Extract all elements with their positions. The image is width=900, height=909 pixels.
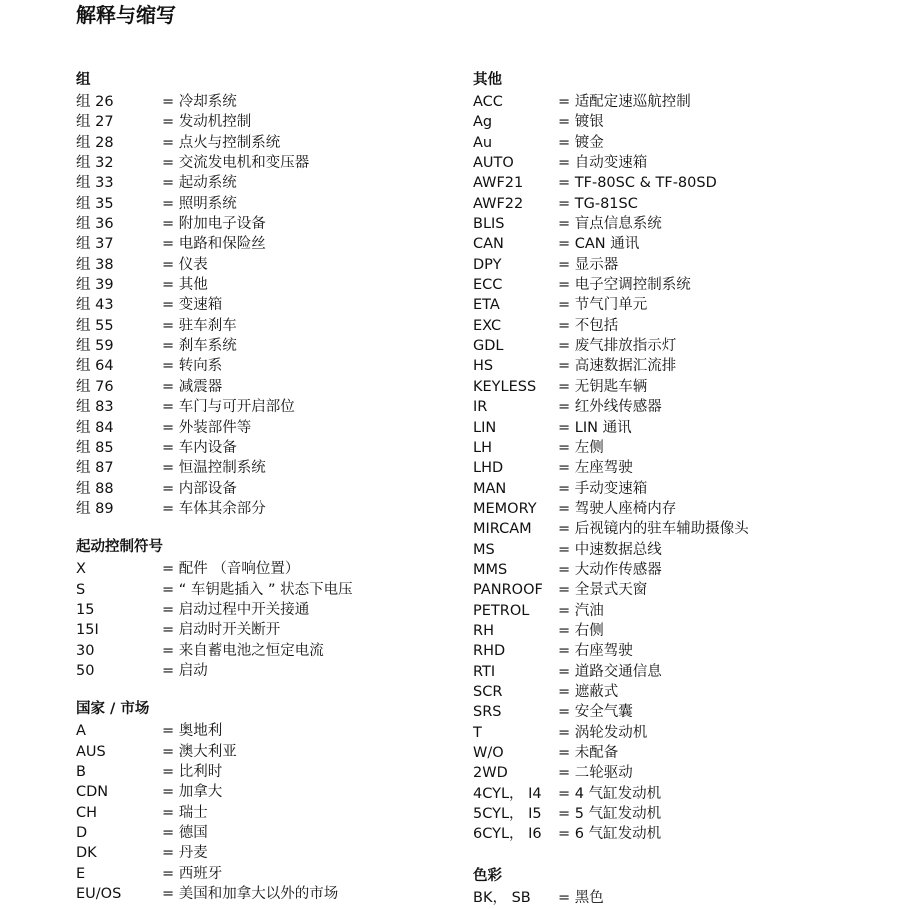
list-item: [76, 661, 496, 681]
list-item: [473, 92, 893, 112]
list-item: [473, 784, 893, 804]
definition: = 德国: [162, 825, 208, 841]
list-item: [473, 234, 893, 254]
abbr: 组 35: [76, 195, 114, 212]
abbr: SCR: [473, 683, 503, 700]
list-item: [473, 255, 893, 275]
abbr: AWF22: [473, 195, 524, 212]
abbr: 组 76: [76, 378, 114, 395]
list-item: [76, 864, 496, 884]
list-item: [76, 356, 496, 376]
list-item: [76, 194, 496, 214]
abbr: HS: [473, 358, 494, 375]
abbr: MMS: [473, 561, 508, 578]
list-item: [473, 377, 893, 397]
definition: = 未配备: [558, 745, 619, 761]
abbr: 组 59: [76, 338, 114, 355]
list-item: [473, 641, 893, 661]
list-item: [473, 560, 893, 580]
abbr: AWF21: [473, 175, 524, 192]
definition: = 点火与控制系统: [162, 134, 281, 151]
abbr: LIN: [473, 419, 497, 436]
list-item: [473, 662, 893, 682]
abbr: 组 88: [76, 480, 114, 497]
abbr: 15: [76, 601, 95, 618]
abbr: 组 89: [76, 500, 114, 517]
definition: = 无钥匙车辆: [558, 378, 648, 395]
abbr: 组 37: [76, 236, 114, 253]
abbr: 组 39: [76, 277, 114, 294]
section-heading: 起动控制符号: [76, 539, 163, 556]
definition: = 黑色: [558, 889, 604, 906]
definition: = “ 车钥匙插入 ” 状态下电压: [162, 581, 353, 598]
abbr: AUTO: [473, 155, 514, 172]
definition: = LIN 通讯: [558, 419, 632, 436]
list-item: [473, 519, 893, 539]
definition: = 澳大利亚: [162, 743, 237, 760]
abbr: 组 33: [76, 175, 114, 192]
definition: = 其他: [162, 277, 208, 294]
abbr: 5CYL， I5: [473, 806, 542, 823]
list-item: [473, 682, 893, 702]
definition: = 冷却系统: [162, 94, 237, 110]
list-item: [473, 397, 893, 417]
definition: = 丹麦: [162, 845, 208, 862]
right-column: [473, 70, 893, 908]
definition: = CAN 通讯: [558, 236, 640, 253]
abbr: MAN: [473, 480, 507, 497]
list-item: [76, 458, 496, 478]
abbr: KEYLESS: [473, 378, 537, 395]
list-item: [76, 884, 496, 904]
abbr: W/O: [473, 745, 504, 761]
list-item: [76, 559, 496, 579]
definition: = 镀银: [558, 114, 604, 131]
abbr: BLIS: [473, 216, 505, 233]
abbr: GDL: [473, 338, 504, 355]
list-item: [473, 316, 893, 336]
abbr: CH: [76, 804, 98, 821]
list-item: [76, 377, 496, 397]
list-item: [76, 823, 496, 843]
abbr: ECC: [473, 277, 503, 294]
definition: = 安全气囊: [558, 704, 633, 721]
definition: = 电子空调控制系统: [558, 277, 691, 294]
list-item: [76, 255, 496, 275]
list-item: [473, 804, 893, 824]
abbr: CAN: [473, 236, 504, 253]
abbr: 组 36: [76, 216, 114, 233]
definition: = 5 气缸发动机: [558, 806, 662, 823]
abbr: RH: [473, 622, 494, 639]
list-item: [473, 458, 893, 478]
section-heading: 色彩: [473, 867, 502, 884]
list-item: [76, 782, 496, 802]
abbr: B: [76, 763, 86, 780]
definition: = 右座驾驶: [558, 643, 633, 660]
abbr: E: [76, 865, 86, 882]
spacer: [76, 519, 496, 537]
list-item: [76, 112, 496, 132]
abbr: MEMORY: [473, 500, 537, 517]
definition: = 大动作传感器: [558, 561, 662, 578]
definition: = 恒温控制系统: [162, 460, 266, 477]
abbr: DK: [76, 845, 97, 862]
section-ignition-symbols: [76, 537, 496, 681]
definition: = 后视镜内的驻车辅助摄像头: [558, 521, 749, 538]
abbr: MIRCAM: [473, 521, 532, 538]
list-item: [473, 763, 893, 783]
list-item: [76, 641, 496, 661]
list-item: [76, 762, 496, 782]
abbr: MS: [473, 541, 495, 558]
list-item: [473, 438, 893, 458]
definition: = 内部设备: [162, 480, 237, 497]
definition: = 适配定速巡航控制: [558, 94, 691, 110]
section-heading: 其他: [473, 72, 502, 88]
definition: = 来自蓄电池之恒定电流: [162, 642, 324, 659]
definition: = 驻车刹车: [162, 317, 237, 334]
list-item: [473, 112, 893, 132]
section-groups: [76, 70, 496, 519]
list-item: [76, 600, 496, 620]
definition: = 自动变速箱: [558, 155, 648, 172]
abbr: PETROL: [473, 602, 530, 619]
definition: = 瑞士: [162, 804, 208, 821]
section-countries: [76, 699, 496, 904]
section-colors: [473, 866, 893, 908]
list-item: [76, 721, 496, 741]
list-item: [473, 824, 893, 844]
list-item: [473, 153, 893, 173]
list-item: [473, 194, 893, 214]
list-item: [473, 621, 893, 641]
abbr: 组 32: [76, 155, 114, 172]
definition: = 汽油: [558, 602, 604, 619]
definition: = 不包括: [558, 317, 619, 334]
definition: = 启动过程中开关接通: [162, 601, 310, 618]
section-other: [473, 70, 893, 845]
list-item: [76, 214, 496, 234]
definition: = 启动: [162, 662, 208, 679]
left-column: [76, 70, 496, 904]
definition: = 外装部件等: [162, 419, 252, 436]
abbr: LH: [473, 439, 492, 456]
abbr: 组 85: [76, 439, 114, 456]
section-heading: 国家 / 市场: [76, 701, 150, 718]
definition: = 4 气缸发动机: [558, 785, 662, 802]
abbr: RHD: [473, 643, 506, 660]
page-title: 解释与缩写: [76, 3, 176, 27]
list-item: [473, 479, 893, 499]
definition: = 手动变速箱: [558, 480, 648, 497]
definition: = 比利时: [162, 763, 223, 780]
list-item: [76, 316, 496, 336]
spacer: [473, 845, 893, 866]
definition: = 节气门单元: [558, 297, 648, 314]
definition: = 盲点信息系统: [558, 216, 662, 233]
definition: = 变速箱: [162, 297, 223, 314]
abbr: Ag: [473, 114, 493, 131]
list-item: [76, 275, 496, 295]
list-item: [473, 356, 893, 376]
list-item: [473, 499, 893, 519]
definition: = 6 气缸发动机: [558, 826, 662, 843]
list-item: [473, 580, 893, 600]
definition: = 左侧: [558, 439, 604, 456]
abbr: RTI: [473, 663, 496, 680]
abbr: D: [76, 825, 88, 841]
list-item: [473, 418, 893, 438]
list-item: [76, 153, 496, 173]
abbr: 4CYL， I4: [473, 785, 542, 802]
definition: = 二轮驱动: [558, 765, 633, 782]
list-item: [76, 499, 496, 519]
abbr: 组 55: [76, 317, 114, 334]
list-item: [76, 234, 496, 254]
spacer: [76, 681, 496, 699]
definition: = 附加电子设备: [162, 216, 266, 233]
list-item: [76, 843, 496, 863]
definition: = 高速数据汇流排: [558, 358, 677, 375]
definition: = 红外线传感器: [558, 399, 662, 416]
definition: = 车体其余部分: [162, 500, 266, 517]
definition: = 车内设备: [162, 439, 237, 456]
definition: = 美国和加拿大以外的市场: [162, 886, 339, 903]
definition: = 加拿大: [162, 784, 223, 801]
definition: = 涡轮发动机: [558, 724, 648, 741]
list-item: [473, 336, 893, 356]
list-item: [473, 173, 893, 193]
definition: = 中速数据总线: [558, 541, 662, 558]
abbr: S: [76, 581, 86, 598]
list-item: [473, 743, 893, 763]
list-item: [473, 275, 893, 295]
abbr: 15I: [76, 622, 99, 639]
list-item: [76, 336, 496, 356]
abbr: 6CYL， I6: [473, 826, 542, 843]
abbr: A: [76, 723, 86, 740]
abbr: CDN: [76, 784, 109, 801]
abbr: 组 26: [76, 94, 114, 110]
definition: = 车门与可开启部位: [162, 399, 295, 416]
abbr: 组 84: [76, 419, 114, 436]
definition: = 废气排放指示灯: [558, 338, 677, 355]
abbr: 组 27: [76, 114, 114, 131]
abbr: T: [473, 724, 482, 741]
definition: = 转向系: [162, 358, 223, 375]
definition: = 电路和保险丝: [162, 236, 266, 253]
definition: = 右侧: [558, 622, 604, 639]
abbr: 组 64: [76, 358, 114, 375]
list-item: [76, 479, 496, 499]
list-item: [76, 92, 496, 112]
list-item: [473, 540, 893, 560]
list-item: [76, 173, 496, 193]
definition: = 启动时开关断开: [162, 622, 281, 639]
abbr: 50: [76, 662, 95, 679]
definition: = TG-81SC: [558, 195, 638, 212]
abbr: 组 38: [76, 256, 114, 273]
definition: = 全景式天窗: [558, 582, 648, 599]
list-item: [76, 580, 496, 600]
definition: = 驾驶人座椅内存: [558, 500, 677, 517]
abbr: ACC: [473, 94, 503, 110]
list-item: [76, 397, 496, 417]
list-item: [76, 133, 496, 153]
abbr: 2WD: [473, 765, 508, 782]
abbr: EU/OS: [76, 886, 122, 903]
abbr: 组 83: [76, 399, 114, 416]
list-item: [473, 133, 893, 153]
definition: = 显示器: [558, 256, 619, 273]
abbr: 组 87: [76, 460, 114, 477]
list-item: [76, 620, 496, 640]
abbr: SRS: [473, 704, 502, 721]
list-item: [473, 214, 893, 234]
abbr: LHD: [473, 460, 504, 477]
definition: = 西班牙: [162, 865, 223, 882]
definition: = 左座驾驶: [558, 460, 633, 477]
definition: = 道路交通信息: [558, 663, 662, 680]
abbr: 30: [76, 642, 95, 659]
abbr: DPY: [473, 256, 502, 273]
definition: = 仪表: [162, 256, 208, 273]
definition: = TF-80SC & TF-80SD: [558, 175, 717, 192]
abbr: Au: [473, 134, 493, 151]
abbr: EXC: [473, 317, 502, 334]
list-item: [473, 702, 893, 722]
abbr: ETA: [473, 297, 500, 314]
list-item: [473, 295, 893, 315]
definition: = 交流发电机和变压器: [162, 155, 310, 172]
list-item: [76, 742, 496, 762]
abbr: X: [76, 561, 86, 578]
definition: = 照明系统: [162, 195, 237, 212]
definition: = 遮蔽式: [558, 683, 619, 700]
abbr: PANROOF: [473, 582, 543, 599]
abbr: 组 43: [76, 297, 114, 314]
definition: = 配件 （音响位置）: [162, 561, 300, 578]
list-item: [76, 803, 496, 823]
definition: = 奥地利: [162, 723, 223, 740]
definition: = 镀金: [558, 134, 604, 151]
list-item: [76, 295, 496, 315]
abbr: IR: [473, 399, 488, 416]
section-heading: 组: [76, 72, 91, 88]
abbr: AUS: [76, 743, 106, 760]
definition: = 减震器: [162, 378, 223, 395]
definition: = 发动机控制: [162, 114, 252, 131]
list-item: [473, 723, 893, 743]
list-item: [76, 418, 496, 438]
definition: = 起动系统: [162, 175, 237, 192]
list-item: [76, 438, 496, 458]
definition: = 刹车系统: [162, 338, 237, 355]
list-item: [473, 601, 893, 621]
abbr: 组 28: [76, 134, 114, 151]
list-item: [473, 888, 893, 908]
abbr: BK， SB: [473, 889, 531, 906]
